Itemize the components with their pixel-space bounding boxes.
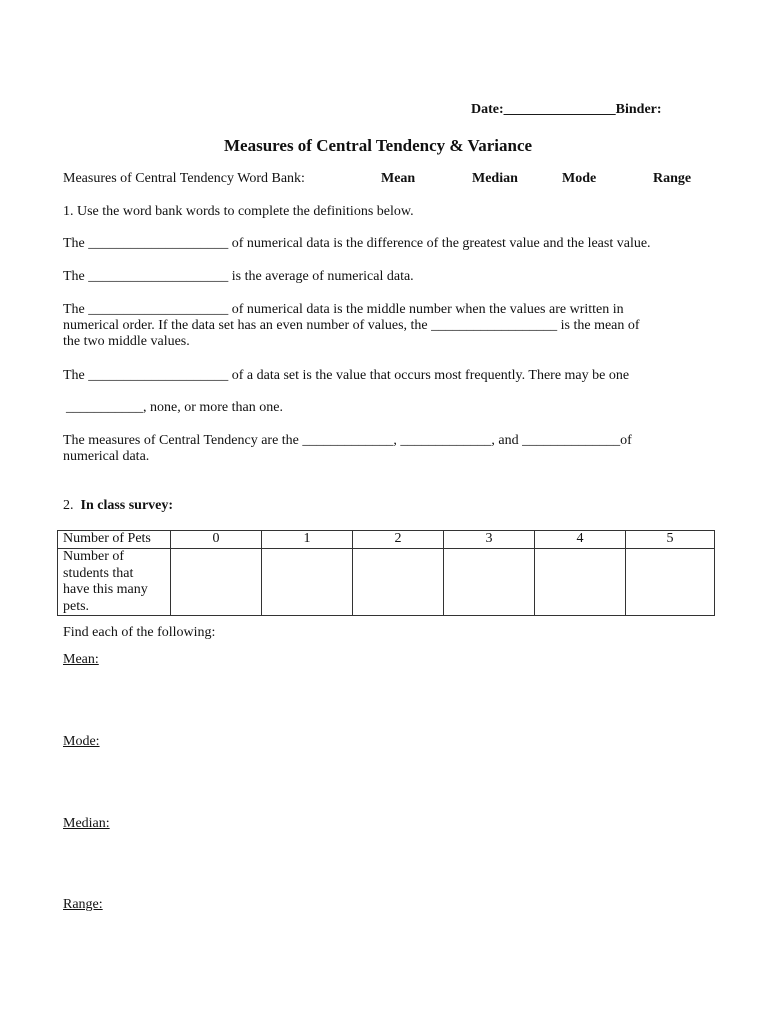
def-mode-line-1[interactable]: The ____________________ of a data set is the value that occurs most frequently. There may be one [63,368,630,383]
word-bank-mean: Mean [381,171,416,186]
def-mode-line-2[interactable]: ___________, none, or more than one. [66,400,283,415]
column-header: 3 [444,531,535,549]
q2-heading [63,498,173,514]
word-bank-label: Measures of Central Tendency Word Bank: [63,171,305,186]
def-median-line-3: the two middle values. [63,334,190,349]
def-range[interactable]: The ____________________ of numerical data is the difference of the greatest value and the least value. [63,236,651,251]
column-header: 4 [535,531,626,549]
mode-label: Mode: [63,734,100,749]
answer-cell[interactable] [626,549,715,616]
summary-line-2: numerical data. [63,449,150,464]
column-header: 0 [171,531,262,549]
binder-label: Binder: [615,102,662,117]
def-median-line-1[interactable]: The ____________________ of numerical data is the middle number when the values are written in [63,302,624,317]
table-row [58,549,715,616]
page-title: Measures of Central Tendency & Variance [224,136,533,155]
find-instruction: Find each of the following: [63,625,216,640]
row-header-students: Number of students that have this many pets. [58,549,171,616]
def-mean[interactable]: The ____________________ is the average of numerical data. [63,269,414,284]
answer-cell[interactable] [444,549,535,616]
column-header: 1 [262,531,353,549]
q1-instruction: 1. Use the word bank words to complete the definitions below. [63,204,414,219]
row-header-pets: Number of Pets [58,531,171,549]
answer-cell[interactable] [535,549,626,616]
answer-cell[interactable] [353,549,444,616]
table-header-row [58,531,715,549]
answer-cell[interactable] [171,549,262,616]
word-bank-range: Range [653,171,692,186]
date-blank[interactable]: ________________ [503,102,616,117]
column-header: 5 [626,531,715,549]
range-label: Range: [63,897,103,912]
def-median-line-2[interactable]: numerical order. If the data set has an even number of values, the __________________ is the mean of [63,318,640,333]
column-header: 2 [353,531,444,549]
date-binder-header [471,102,662,118]
survey-table [57,530,715,616]
word-bank-median: Median [472,171,518,186]
q2-title: In class survey: [80,498,174,513]
median-label: Median: [63,816,110,831]
mean-label: Mean: [63,652,99,667]
answer-cell[interactable] [262,549,353,616]
summary-line-1[interactable]: The measures of Central Tendency are the _____________, _____________, and ______________of [63,433,632,448]
word-bank-mode: Mode [562,171,597,186]
date-label: Date: [471,102,504,117]
q2-number: 2. [63,498,74,513]
